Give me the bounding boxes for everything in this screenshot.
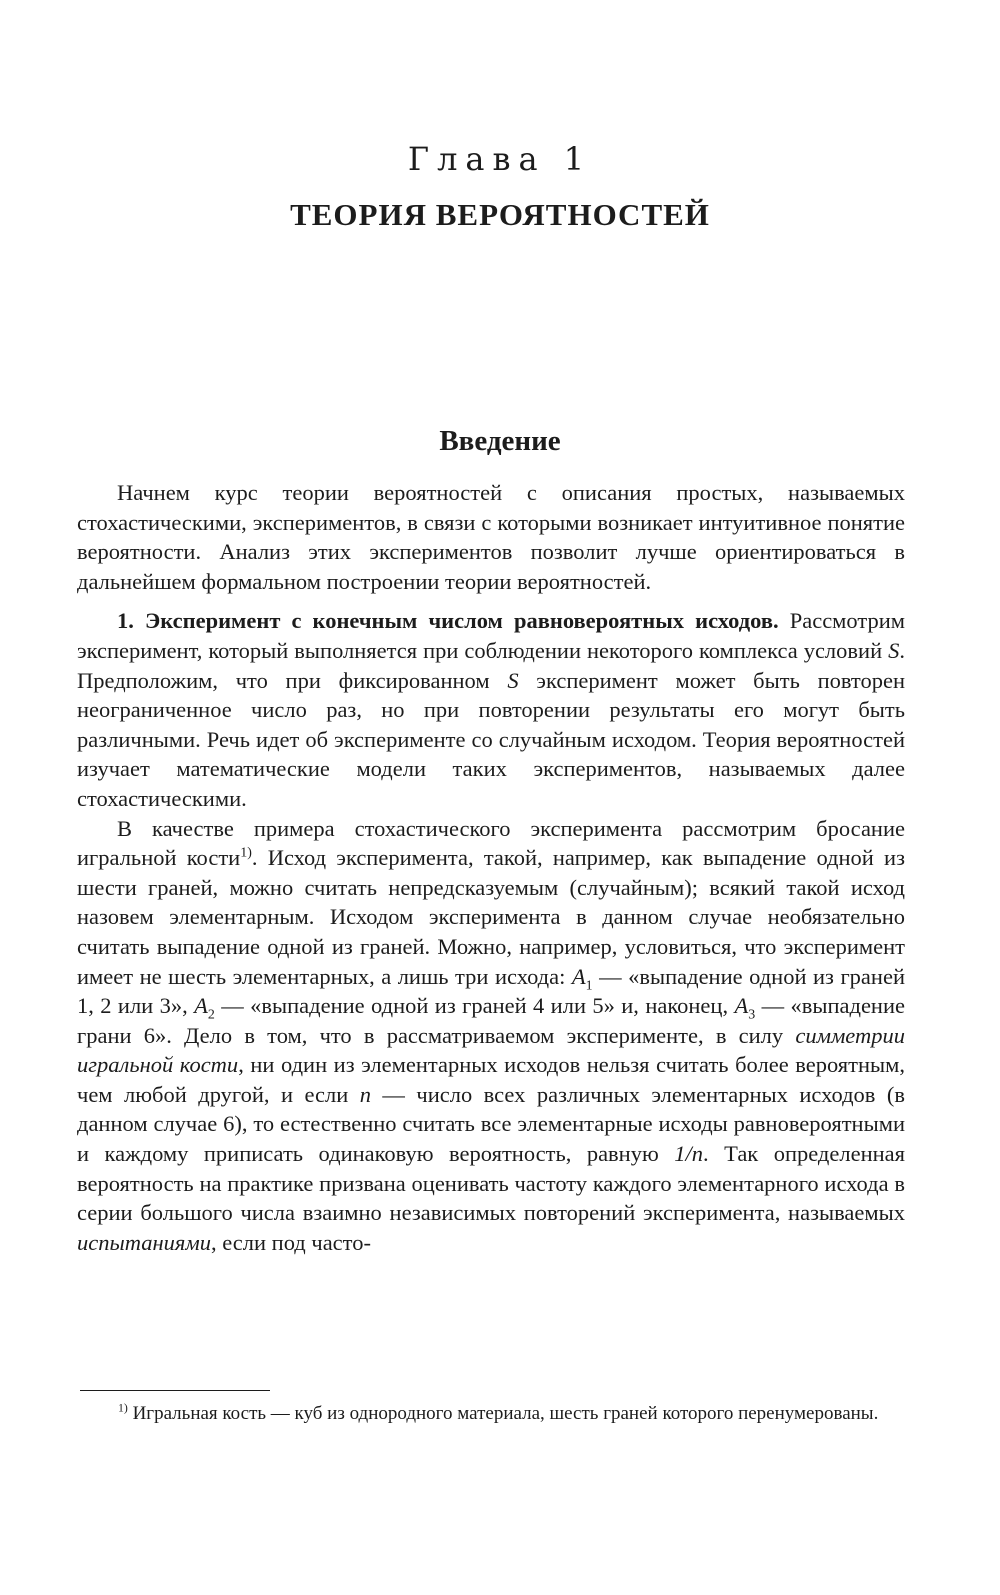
paragraph-2-text-h: . Так определенная вероятность на практике призвана оценивать частоту каждого элементарного исхода в серии большого числа взаимно независимых повторений эксперимента, называемых — [77, 1141, 906, 1226]
paragraph-2-text-f: , ни один из элементарных исходов нельзя считать более вероятным, чем любой другой, и если — [77, 1052, 905, 1107]
chapter-label: Глава 1 — [407, 140, 593, 178]
paragraph-2-text-b: . Исход эксперимента, такой, например, как выпадение одной из шести граней, можно считать непредсказуемым (случайным); всякий такой исход назовем элементарным. Исходом эксперимента в данном случае необязательно считать выпадение одной из граней. Можно, например, условиться, что эксперимент имеет не шесть элементарных, а лишь три исхода: — [77, 845, 905, 989]
footnote-marker: 1) — [118, 1401, 128, 1415]
intro-paragraph — [77, 478, 905, 596]
math-subscript: 2 — [207, 1007, 215, 1023]
paragraph-1 — [77, 606, 905, 813]
emphasis-symmetry: симметрии игральной кости — [77, 1022, 905, 1078]
paragraph-2 — [77, 814, 905, 1258]
math-S: S — [507, 667, 519, 693]
chapter-title: ТЕОРИЯ ВЕРОЯТНОСТЕЙ — [290, 197, 710, 232]
paragraph-2-text-e: — «выпадение грани 6». Дело в том, что в рассматриваемом эксперименте, в силу — [77, 993, 906, 1048]
math-A: A — [194, 993, 208, 1019]
math-n: n — [359, 1081, 371, 1107]
paragraph-1-text-b: . Предположим, что при фиксированном — [77, 637, 905, 693]
section-title: Введение — [439, 425, 561, 457]
body-text — [77, 478, 905, 1257]
paragraph-2-text-d: — «выпадение одной из граней 4 или 5» и, наконец, — [214, 993, 735, 1019]
paragraph-2-text-c: — «выпадение одной из граней 1, 2 или 3», — [77, 963, 905, 1019]
paragraph-1-text-c: эксперимент может быть повторен неограниченное число раз, но при повторении результаты его могут быть различными. Речь идет об эксперименте со случайным исходом. Теория вероятностей изучает математические модели таких экспериментов, называемых далее стохастическими. — [77, 667, 905, 811]
paragraph-1-text-a: Рассмотрим эксперимент, который выполняется при соблюдении некоторого комплекса условий — [77, 608, 906, 663]
math-S: S — [888, 637, 900, 663]
math-A: A — [571, 963, 586, 989]
math-A: A — [734, 993, 749, 1019]
footnote-reference: 1) — [240, 845, 252, 861]
math-fraction: 1/n — [674, 1141, 704, 1167]
emphasis-trials: испытаниями — [77, 1229, 211, 1255]
paragraph-2-text-i: , если под часто- — [210, 1229, 371, 1255]
paragraph-2-text-a: В качестве примера стохастического эксперимента рассмотрим бросание игральной кости — [77, 815, 905, 871]
math-subscript: 3 — [748, 1007, 756, 1023]
footnote-text: Игральная кость — куб из однородного материала, шесть граней которого перенумерованы. — [127, 1403, 879, 1424]
intro-text: Начнем курс теории вероятностей с описания простых, называемых стохастическими, экспериментов, в связи с которыми возникает интуитивное понятие вероятности. Анализ этих экспериментов позволит лучше ориентироваться в дальнейшем формальном построении теории вероятностей. — [77, 480, 905, 594]
paragraph-2-text-g: — число всех различных элементарных исходов (в данном случае 6), то естественно считать все элементарные исходы равновероятными и каждому приписать одинаковую вероятность, равную — [77, 1081, 905, 1167]
footnote — [80, 1400, 905, 1428]
footnote-rule — [80, 1390, 270, 1391]
math-subscript: 1 — [585, 978, 593, 993]
paragraph-1-heading: 1. Эксперимент с конечным числом равновероятных исходов. — [117, 608, 779, 634]
